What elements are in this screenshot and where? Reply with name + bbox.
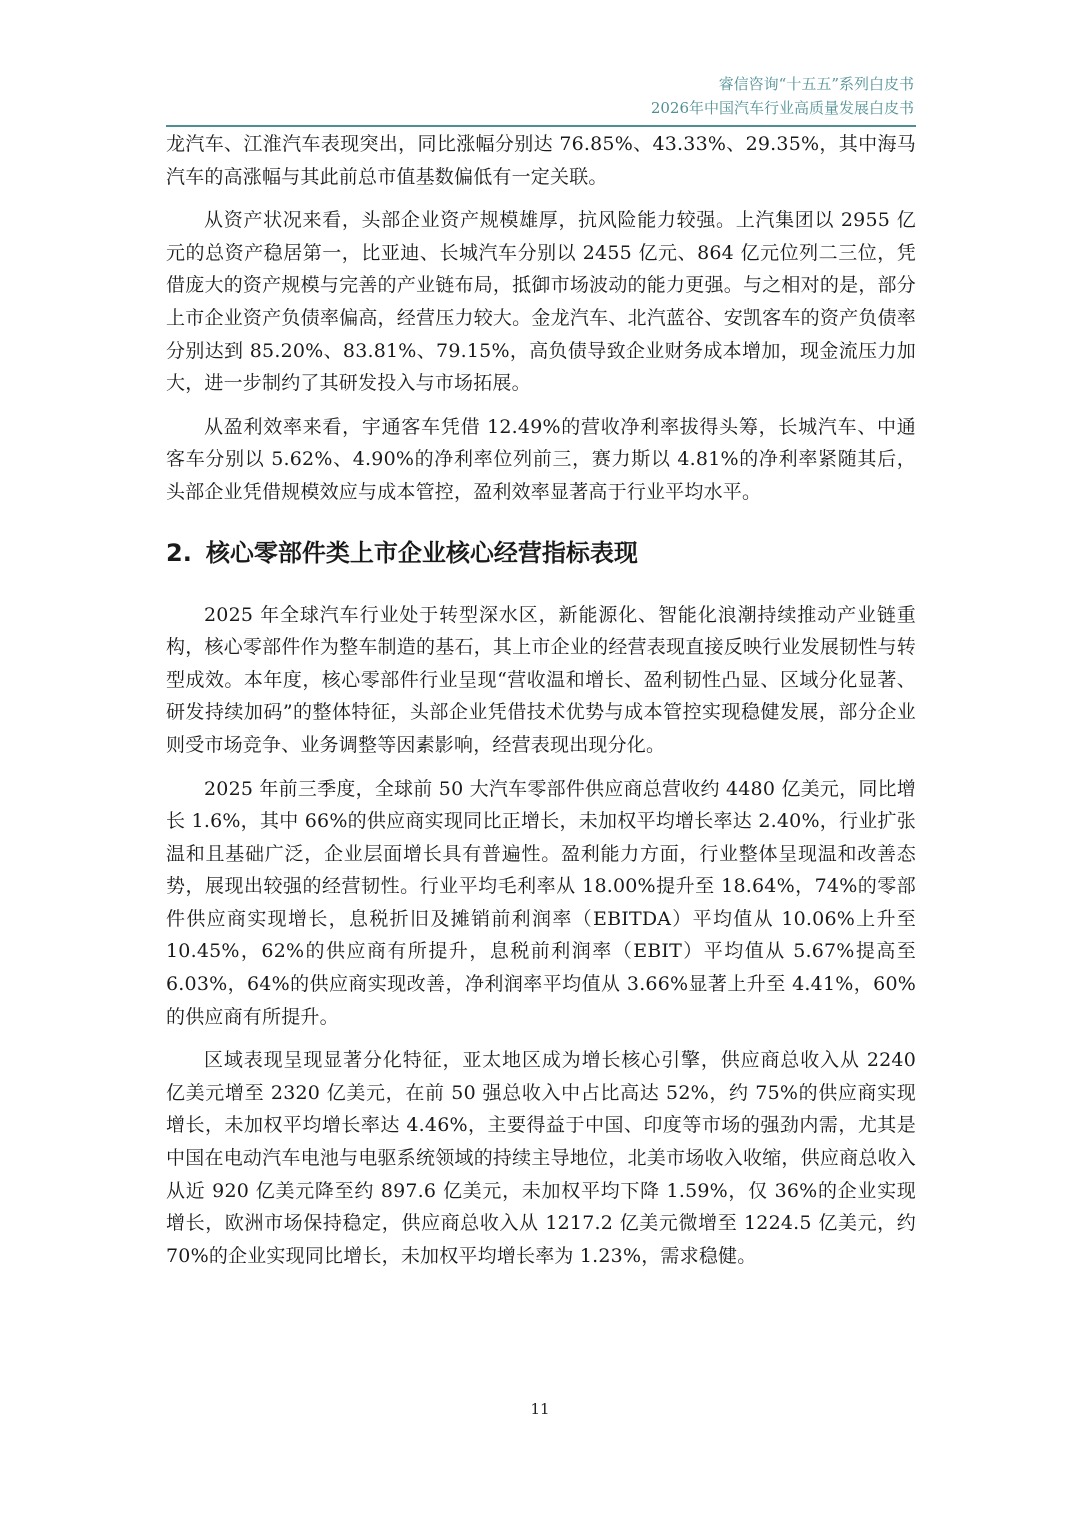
- paragraph-market-cap-continued: 龙汽车、江淮汽车表现突出，同比涨幅分别达 76.85%、43.33%、29.35%，其中海马汽车的高涨幅与其此前总市值基数偏低有一定关联。: [166, 133, 916, 188]
- paragraph-asset-status: 从资产状况来看，头部企业资产规模雄厚，抗风险能力较强。上汽集团以 2955 亿元的总资产稳居第一，比亚迪、长城汽车分别以 2455 亿元、864 亿元位列二三位，凭借庞大的资产规模与完善的产业链布局，抵御市场波动的能力更强。与之相对的是，部分上市企业资产负债率偏高，经营压力较大。金龙汽车、北汽蓝谷、安凯客车的资产负债率分别达到 85.20%、83.81%、79.15%，高负债导致企业财务成本增加，现金流压力加大，进一步制约了其研发投入与市场拓展。: [166, 209, 916, 395]
- section-number: 2.: [166, 538, 192, 567]
- section-title: 核心零部件类上市企业核心经营指标表现: [205, 538, 638, 567]
- paragraph-top50-suppliers: 2025 年前三季度，全球前 50 大汽车零部件供应商总营收约 4480 亿美元，同比增长 1.6%，其中 66%的供应商实现同比正增长，未加权平均增长率达 2.40%，行业扩张温和且基础广泛，企业层面增长具有普遍性。盈利能力方面，行业整体呈现温和改善态势，展现出较强的经营韧性。行业平均毛利率从 18.00%提升至 18.64%，74%的零部件供应商实现增长，息税折旧及摊销前利润率（EBITDA）平均值从 10.06%上升至 10.45%，62%的供应商有所提升，息税前利润率（EBIT）平均值从 5.67%提高至 6.03%，64%的供应商实现改善，净利润率平均值从 3.66%显著上升至 4.41%，60%的供应商有所提升。: [166, 777, 916, 1028]
- section-heading: [166, 535, 916, 571]
- page-number: 11: [530, 1400, 550, 1418]
- page-body: [166, 128, 916, 1283]
- paragraph-regional-performance: 区域表现呈现显著分化特征，亚太地区成为增长核心引擎，供应商总收入从 2240 亿美元增至 2320 亿美元，在前 50 强总收入中占比高达 52%，约 75%的供应商实现增长，未加权平均增长率达 4.46%，主要得益于中国、印度等市场的强劲内需，尤其是中国在电动汽车电池与电驱系统领域的持续主导地位，北美市场收入收缩，供应商总收入从近 920 亿美元降至约 897.6 亿美元，未加权平均下降 1.59%，仅 36%的企业实现增长，欧洲市场保持稳定，供应商总收入从 1217.2 亿美元微增至 1224.5 亿美元，约 70%的企业实现同比增长，未加权平均增长率为 1.23%，需求稳健。: [166, 1049, 916, 1267]
- paragraph-industry-overview: 2025 年全球汽车行业处于转型深水区，新能源化、智能化浪潮持续推动产业链重构，核心零部件作为整车制造的基石，其上市企业的经营表现直接反映行业发展韧性与转型成效。本年度，核心零部件行业呈现“营收温和增长、盈利韧性凸显、区域分化显著、研发持续加码”的整体特征，头部企业凭借技术优势与成本管控实现稳健发展，部分企业则受市场竞争、业务调整等因素影响，经营表现出现分化。: [166, 603, 916, 756]
- header-report-title: 2026年中国汽车行业高质量发展白皮书: [650, 99, 914, 117]
- running-header: [651, 72, 914, 120]
- header-series-title: 睿信咨询“十五五”系列白皮书: [718, 75, 914, 93]
- paragraph-profit-efficiency: 从盈利效率来看，宇通客车凭借 12.49%的营收净利率拔得头筹，长城汽车、中通客车分别以 5.62%、4.90%的净利率位列前三，赛力斯以 4.81%的净利率紧随其后，头部企业凭借规模效应与成本管控，盈利效率显著高于行业平均水平。: [166, 415, 916, 503]
- header-divider: [166, 125, 916, 127]
